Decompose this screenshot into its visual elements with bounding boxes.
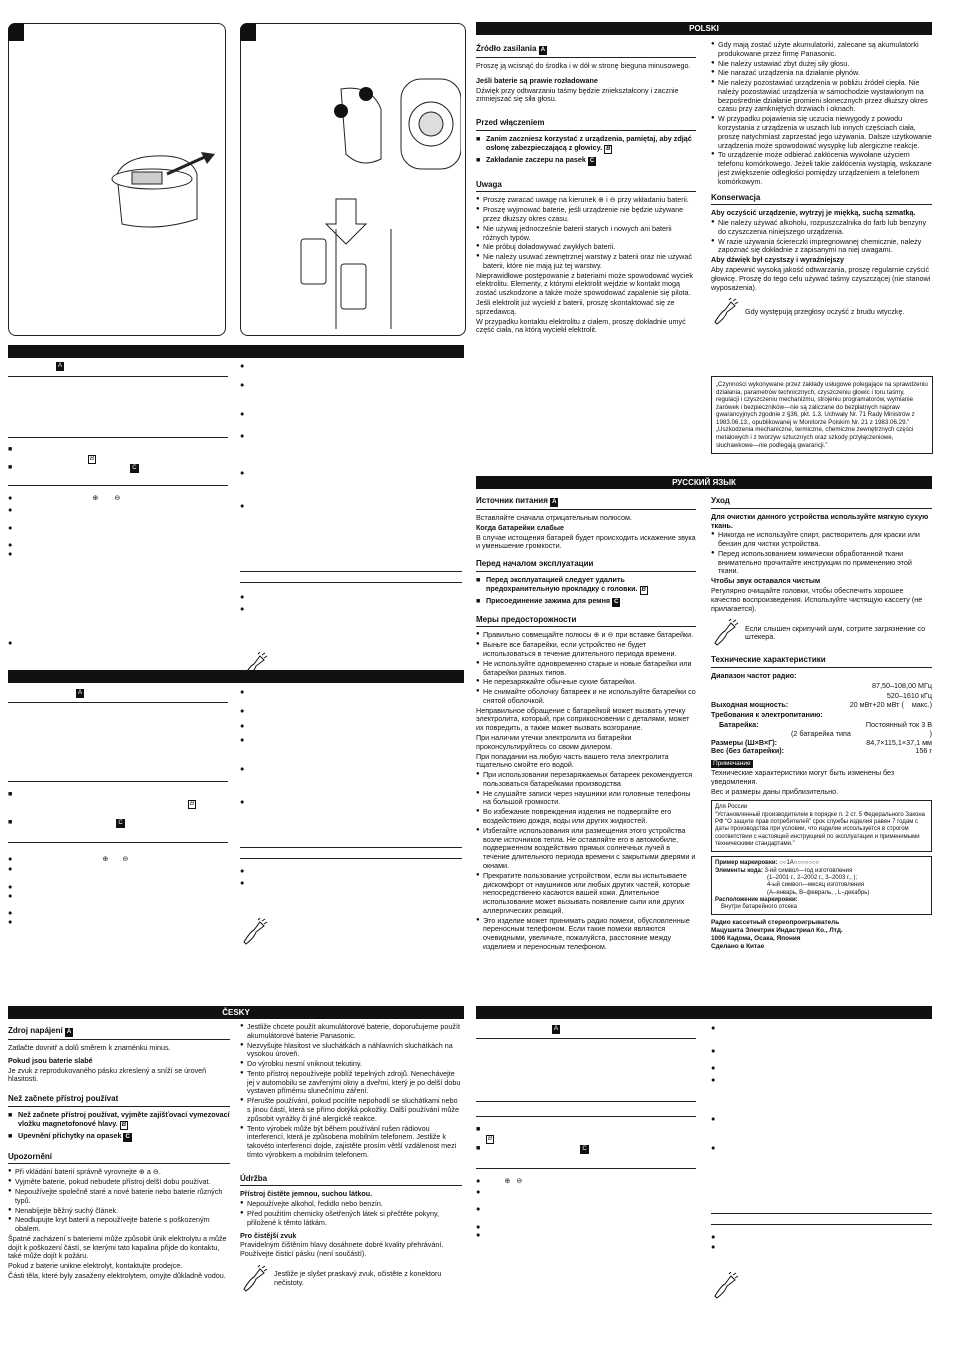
russian-header: РУССКИЙ ЯЗЫК	[476, 476, 932, 489]
letter-c-badge: C	[125, 1133, 130, 1140]
polski-caution-item: ● Nie należy usuwać zewnętrznej warstwy z baterii oraz nie używać baterii, które nie mają już tej warstwy.	[476, 253, 696, 271]
cesky-right-column	[240, 1022, 462, 1299]
polski-care-sub: Aby oczyścić urządzenie, wytrzyj je miękką, suchą szmatką.	[711, 208, 916, 218]
polski-caution-text: W przypadku kontaktu elektrolitu z ciałem, proszę dokładnie umyć część ciała, na którą wyciekł elektrolit.	[476, 316, 686, 335]
polski-low-battery-title: Jeśli baterie są prawie rozładowane	[476, 75, 598, 85]
spec-am: 520–1610 кГц	[886, 690, 932, 700]
polski-caution-title: Uwaga	[476, 180, 696, 193]
cesky-caution-text: Špatné zacházení s bateriemi může způsobit únik elektrolytu a může dojít k poškození částí, se kterými tato kapalina přijde do kontaktu, také může dojít k požáru.	[8, 1233, 227, 1261]
letter-b-badge: B	[190, 800, 195, 807]
cesky-plug-note-text: Jestliže je slyšet praskavý zvuk, očistěte z konektoru nečistoty.	[274, 1269, 442, 1287]
letter-b-badge: B	[488, 1135, 493, 1142]
section-header-bar	[8, 670, 464, 683]
letter-b-badge: B	[641, 586, 646, 593]
marking-example-label: Пример маркировки:	[715, 860, 778, 867]
cesky-before-item: ■ Upevnění příchytky na opasek C	[8, 1132, 230, 1142]
letter-b-badge: B	[121, 1121, 127, 1128]
letter-a-badge: A	[552, 499, 557, 505]
russian-law-box	[711, 800, 932, 852]
spec-range-label: Диапазон частот радио:	[711, 671, 797, 681]
cesky-caution-item: ● Nepoužívejte společně staré a nové baterie nebo baterie různých typů.	[8, 1188, 230, 1206]
polski-caution-item: ● Nie należy pozostawiać urządzenia w pobliżu źródeł ciepła. Nie należy pozostawiać urządzenia w samochodzie wystawionym na bezpośrednie działanie promieni słonecznych przez dłuższy okres czasu przy zamkniętych drzwiach i oknach.	[711, 79, 932, 114]
russian-power-title: Источник питания A	[476, 496, 696, 510]
cesky-low-battery-title: Pokud jsou baterie slabé	[8, 1055, 93, 1065]
russian-caution-item: ● Это изделие может принимать радио помехи, обусловленные переносным телефоном. Если такие помехи являются очевидными, увеличьте, пожалуйста, расстояние между изделием и переносным телефоном.	[476, 917, 696, 952]
polarity-marks: ● ⊕ ⊖	[8, 853, 129, 863]
plug-icon	[240, 1265, 268, 1293]
spec-weight-value: 156 г	[915, 746, 932, 756]
russian-law-line: “Установленный производителем в порядке п. 2 ст. 5 Федерального Закона РФ “О защите прав потребителей” срок службы изделия равен 7 годам с даты производства при условии, что изделие используется в строгом соответствии с настоящей инструкцией по эксплуатации и применимыми техническими стандартами.”	[715, 811, 925, 847]
polski-right-column	[711, 40, 932, 332]
polski-before-item: ■ Zakładanie zaczepu na pasek C	[476, 156, 696, 166]
letter-a-badge: A	[78, 690, 83, 696]
marking-element: 3-ий символ—год изготовления	[764, 867, 853, 874]
letter-c-badge: C	[614, 598, 619, 605]
russian-care-sub: Для очистки данного устройства используйте мягкую сухую ткань.	[711, 511, 929, 530]
letter-a-badge: A	[554, 1026, 559, 1032]
polski-caution-item: ● Nie narażać urządzenia na działanie płynów.	[711, 69, 932, 78]
polski-header: POLSKI	[476, 22, 932, 35]
russian-plug-note-text: Если слышен скрипучий шум, сотрите загрязнение со штекера.	[745, 623, 926, 642]
cesky-caution-title: Upozornění	[8, 1152, 230, 1165]
cesky-power-title: Zdroj napájení A	[8, 1026, 230, 1040]
maker-line: Радио кассетный стереопроигрыватель	[711, 919, 840, 927]
cesky-caution-item: ● Jestliže chcete použít akumulátorové baterie, doporučujeme použít akumulátorové baterie Panasonic.	[240, 1023, 462, 1041]
cesky-caution-item: ● Tento výrobek může být během používání rušen rádiovou interferencí, která je způsobena mobilním telefonem. Jestliže k takovéto interferenci dojde, zajistěte prosím větší vzdálenost mezi tímto výrobkem a mobilním telefonem.	[240, 1125, 462, 1160]
russian-before-title: Перед началом эксплуатации	[476, 559, 696, 572]
section-header-bar	[8, 345, 464, 358]
polski-caution-item: ● Nie używaj jednocześnie baterii starych i nowych ani baterii różnych typów.	[476, 225, 696, 243]
russian-caution-item: ● Выньте все батарейки, если устройство не будет использоваться в течение длительного периода времени.	[476, 641, 696, 659]
blank-section-2-right: ● ● ● ● ● ● ● ●	[240, 688, 462, 949]
polski-legal-text: „Uszkodzenia mechaniczne, termiczne, chemiczne zewnętrznych części metalowych i z tworzyw sztucznych oraz szkody przyłączeniowe, słuchawkowe—nie podlegają gwarancji.”	[716, 426, 914, 449]
russian-before-item: ■ Перед эксплуатацией следует удалить предохранительную прокладку с головки. B	[476, 576, 696, 595]
figure-corner-marker	[240, 23, 256, 41]
cesky-before-title: Než začnete přístroj používat	[8, 1094, 230, 1107]
letter-a-badge: A	[66, 1029, 72, 1035]
cesky-caution-item: ● Při vkládání baterií správně vyrovnejte ⊕ a ⊖.	[8, 1168, 230, 1177]
russian-maker-info	[711, 919, 932, 950]
russian-plug-note	[711, 619, 932, 647]
polski-before-item: ■ Zanim zaczniesz korzystać z urządzenia, pamiętaj, aby zdjąć osłonę zabezpieczającą z głowicy. B	[476, 135, 696, 154]
marking-location-label: Расположение маркировки:	[715, 896, 798, 903]
maker-line: 1006 Кадома, Осака, Япония	[711, 935, 801, 943]
marking-element: 4-ый символ—месяц изготовления	[767, 882, 864, 889]
russian-caution-item: ● Во избежание повреждения изделия не подвергайте его воздействию дождя, воды или других жидкостей.	[476, 808, 696, 826]
russian-caution-title: Меры предосторожности	[476, 615, 696, 628]
polski-caution-text: Nieprawidłowe postępowanie z bateriami może spowodować wyciek elektrolitu. Elementy, z którymi elektrolit wejdzie w kontakt mogą zostać uszkodzone a także może spowodować zapalenie się pilota.	[476, 270, 693, 298]
letter-c-badge: C	[118, 819, 123, 826]
cesky-caution-item: ● Neodlupujte kryt baterií a nepoužívejte baterie s poškozeným obalem.	[8, 1216, 230, 1234]
spec-output-value: 20 мВт+20 мВт (	[849, 700, 904, 710]
polski-plug-note	[711, 298, 932, 326]
polski-care-text: Aby zapewnić wysoką jakość odtwarzania, proszę regularnie czyścić głowicę. Proszę do tego celu używać taśmy czyszczącej (nie stanowi wyposażenia).	[711, 264, 931, 292]
polski-caution-text: Jeśli elektrolit już wyciekł z baterii, proszę skontaktować się ze sprzedawcą.	[476, 298, 675, 316]
cesky-plug-note	[240, 1265, 462, 1293]
battery-insert-illustration	[97, 144, 227, 234]
cesky-header: ČESKY	[8, 1006, 464, 1019]
blank-power-line	[476, 1024, 696, 1039]
cesky-care-text: Pravidelným čištěním hlavy dosáhnete dobré kvality přehrávání. Používejte čisticí pásku (není součástí).	[240, 1240, 444, 1259]
polski-caution-item: ● To urządzenie może odbierać zakłócenia wywołane użyciem telefonu komórkowego. Jeżeli takie zakłócenia wystąpią, wskazane jest zwiększenie odległości pomiędzy urządzeniem a telefonem komórkowym.	[711, 151, 932, 186]
polski-caution-item: ● Nie próbuj doładowywać zwykłych baterii.	[476, 243, 696, 252]
spec-note: Технические характеристики могут быть изменены без уведомления.	[711, 768, 895, 786]
russian-right-column	[711, 492, 932, 951]
russian-low-battery-text: В случае истощения батарей будет происходить искажение звука и уменьшение громкости.	[476, 532, 696, 551]
russian-power-text: Вставляйте сначала отрицательным полюсом.	[476, 513, 632, 522]
cesky-caution-text: Pokud z baterie unikne elektrolyt, kontaktujte prodejce.	[8, 1261, 183, 1271]
blank-power-line	[8, 362, 228, 377]
marking-element: (A–январь, B–февраль, , L–декабрь)	[767, 889, 870, 896]
cesky-left-column	[8, 1022, 230, 1282]
plug-icon	[240, 918, 268, 946]
polarity-marks: ● ⊕ ⊖	[8, 492, 121, 502]
blank-section-1-left: A ■ B ■ C ● ⊕ ⊖ ● ● ● ● ●	[8, 362, 228, 648]
russian-care-text: Регулярно очищайте головки, чтобы обеспечить хорошее качество воспроизведения. Используйте чистящую кассету (не прилагается).	[711, 586, 923, 613]
cesky-caution-item: ● Nezvyšujte hlasitost ve sluchátkách a náhlavních sluchátkách na vysokou úroveň.	[240, 1042, 462, 1060]
polski-caution-item: ● Nie należy ustawiać zbyt dużej siły głosu.	[711, 60, 932, 69]
spec-size-label: Размеры (Ш×В×Г):	[711, 737, 778, 747]
spec-note: Вес и размеры даны приблизительно.	[711, 786, 839, 796]
blank-power-line	[8, 688, 228, 703]
marking-example-value: ○○1A○○○○○○○	[779, 860, 820, 867]
figure-panel-a	[8, 23, 226, 336]
blank-section-3-left: A ■ B ■ C ● ⊕ ⊖ ● ● ● ●	[476, 1024, 696, 1240]
russian-caution-item: ● Избегайте использования или размещения этого устройства возле источников тепла. Не оставляйте его в автомобиле, подверженном воздействию прямых солнечных лучей в течение длительного периода времени с закрытыми дверями и окнами.	[476, 827, 696, 871]
spec-weight-row	[711, 747, 932, 756]
russian-caution-item: ● Правильно совмещайте полюсы ⊕ и ⊖ при вставке батарейки.	[476, 631, 696, 640]
letter-c-badge: C	[589, 157, 595, 164]
spec-req-label: Требования к электропитанию:	[711, 710, 823, 720]
marking-location-value: Внутри батарейного отсека	[721, 904, 797, 911]
maker-line: Сделано в Китае	[711, 942, 765, 950]
blank-section-3-right: ● ● ● ● ● ● ● ●	[711, 1024, 932, 1303]
russian-caution-item: ● Не слушайте записи через наушники или головные телефоны на большой громкости.	[476, 790, 696, 808]
spec-size-value: 84,7×115,1×37,1 мм	[866, 737, 932, 747]
russian-care-sub: Чтобы звук оставался чистым	[711, 576, 821, 586]
russian-caution-text: При попадании на любую часть вашего тела электролита тщательно смойте его водой.	[476, 751, 669, 770]
russian-low-battery-title: Когда батарейки слабые	[476, 522, 564, 532]
russian-marking-box	[711, 856, 932, 915]
cesky-caution-item: ● Přerušte používání, pokud pocítíte nepohodlí se sluchátkami nebo s jinou částí, která se přímo dotýká pokožky. Další používání může způsobit vyrážky či jiné alergické reakce.	[240, 1097, 462, 1123]
polski-low-battery-text: Dźwięk przy odtwarzaniu taśmy będzie zniekształcony i zacznie zmniejszać się siła głosu.	[476, 85, 679, 104]
marking-element: (1–2001 г., 2–2002 г., 3–2003 г., );	[767, 874, 858, 881]
letter-b-badge: B	[90, 455, 95, 462]
marking-elements-label: Элементы кода:	[715, 867, 763, 874]
spec-battery-value: Постоянный ток 3 В	[865, 720, 932, 729]
polski-plug-note-text: Gdy występują przegłosy oczyść z brudu wtyczkę.	[745, 306, 905, 316]
spec-fm: 87,50–108,00 МГц	[872, 680, 932, 690]
letter-c-badge: C	[582, 1145, 587, 1152]
letter-a-badge: A	[540, 47, 546, 53]
polski-care-item: ● Nie należy używać alkoholu, rozpuszczalnika do farb lub benzyny do czyszczenia niniejszego urządzenia.	[711, 219, 932, 237]
polski-caution-item: ● Gdy mają zostać użyte akumulatorki, zalecane są akumulatorki produkowane przez firmę Panasonic.	[711, 41, 932, 59]
polski-power-text: Proszę ją wcisnąć do środka i w dół w stronę bieguna minusowego.	[476, 61, 691, 70]
russian-caution-item: ● Прекратите пользование устройством, если вы испытываете дискомфорт от наушников или любых других частей, которые непосредственно касаются вашей кожи. Длительное использование может вызывать появление сыпи или других аллергических реакций.	[476, 872, 696, 916]
polski-caution-item: ● Proszę wyjmować baterie, jeśli urządzenie nie będzie używane przez dłuższy okres czasu.	[476, 206, 696, 224]
polski-left-column	[476, 40, 696, 336]
spec-weight-label: Вес (без батарейки):	[711, 746, 785, 756]
cesky-caution-item: ● Tento přístroj nepoužívejte poblíž tepelných zdrojů. Nenechávejte jej v automobilu se zavřenými okny a dveřmi, který je po delší dobu vystaven přímému slunečnímu záření.	[240, 1070, 462, 1096]
letter-b-badge: B	[606, 145, 611, 152]
russian-caution-text: При наличии утечки электролита из батарейки проконсультируйтесь со своим дилером.	[476, 733, 632, 751]
polski-caution-item: ● Proszę zwracać uwagę na kierunek ⊕ i ⊖ przy wkładaniu baterii.	[476, 196, 696, 205]
polski-caution-item: ● W przypadku pojawienia się uczucia niewygody z powodu korzystania z urządzenia w uszach lub innych częściach ciała, proszę natychmiast zaprzestać jego używania. Dalsze użytkowanie urządzenia może spowodować wysypkę lub alergiczne reakcje.	[711, 115, 932, 150]
spec-note-tag: Примечание	[713, 760, 751, 768]
polarity-marks: ● ⊕ ⊖	[476, 1175, 523, 1185]
section-header-bar	[476, 1006, 932, 1019]
russian-care-title: Уход	[711, 496, 932, 509]
figure-panel-bc	[240, 23, 466, 336]
russian-care-item: ● Никогда не используйте спирт, растворитель для краски или бензин для чистки устройства.	[711, 531, 932, 549]
russian-before-item: ■ Присоединение зажима для ремня C	[476, 597, 696, 607]
spec-output-row	[711, 701, 932, 710]
plug-icon	[711, 1272, 739, 1300]
cesky-before-item: ■ Než začnete přístroj používat, vyjměte zajišťovací vymezovací vložku magnetofonové hlavy. B	[8, 1111, 230, 1130]
cesky-care-sub: Přístroj čistěte jemnou, suchou látkou.	[240, 1189, 373, 1199]
cesky-caution-text: Části těla, které byly zasaženy elektrolytem, omyjte důkladně vodou.	[8, 1271, 226, 1280]
polski-power-title: Źródło zasilania A	[476, 44, 696, 58]
letter-c-badge: C	[132, 464, 137, 471]
russian-caution-item: ● Не снимайте оболочку батареек и не используйте батарейки со снятой оболочкой.	[476, 688, 696, 706]
polski-before-title: Przed włączeniem	[476, 118, 696, 131]
russian-law-line: Для России	[715, 804, 748, 811]
russian-specs-title: Технические характеристики	[711, 655, 932, 668]
cesky-care-item: ● Nepoužívejte alkohol, ředidlo nebo benzín.	[240, 1200, 462, 1209]
russian-care-item: ● Перед использованием химически обработанной ткани внимательно прочитайте инструкции по применению этой ткани.	[711, 550, 932, 576]
russian-caution-text: Неправильное обращение с батарейкой может вызвать утечку электролита, который, при соприкосновении с деталями, может их повредить, а также может вызвать возгорание.	[476, 705, 690, 733]
cesky-caution-item: ● Nenabíjejte běžný suchý článek.	[8, 1207, 230, 1216]
cesky-care-item: ● Před použitím chemicky ošetřených látek si přečtěte pokyny, přiložené k těmto látkám.	[240, 1210, 462, 1228]
russian-caution-item: ● Не перезаряжайте обычные сухие батарейки.	[476, 678, 696, 687]
cesky-care-title: Údržba	[240, 1174, 462, 1187]
plug-icon	[711, 298, 739, 326]
cesky-power-text: Zatlačte dovnitř a dolů směrem k znaménku minus.	[8, 1043, 171, 1052]
polski-legal-text: „Czynności wykonywane przez zakłady usługowe polegające na sprawdzeniu działania, parametrów technicznych, czyszczeniu głowic i toru taśmy, regulacji i czyszczeniu mechanizmu, strojeniu programatorów, wymianie żarówek i bezpieczników—nie są zaliczane do bezpłatnych napraw gwarancyjnych zgodnie z §36, pkt. 1.3. Uchwały Nr. 71 Rady Ministrów z 1983.06.13., opublikowanej w Monitorze Polskim Nr. 21 z 1983.06.29.”	[716, 381, 928, 426]
polski-care-title: Konserwacja	[711, 193, 932, 206]
blank-section-1-right: ● ● ● ● ● ● ● ●	[240, 362, 462, 683]
blank-section-2-left: A ■ B ■ C ● ⊕ ⊖ ● ● ● ● ●	[8, 688, 228, 927]
letter-a-badge: A	[58, 363, 63, 369]
cesky-caution-item: ● Vyjměte baterie, pokud nebudete přístroj delší dobu používat.	[8, 1178, 230, 1187]
spec-battery-label: Батарейка:	[719, 720, 759, 729]
russian-caution-item: ● При использовании перезаряжаемых батареек рекомендуется пользоваться батарейками производства	[476, 771, 696, 789]
spec-output-label: Выходная мощность:	[711, 700, 789, 710]
russian-caution-item: ● Не используйте одновременно старые и новые батарейки или батарейки разных типов.	[476, 660, 696, 678]
polski-legal-box	[711, 376, 933, 454]
figure-corner-marker	[8, 23, 24, 41]
polski-care-sub: Aby dźwięk był czystszy i wyraźniejszy	[711, 255, 845, 265]
russian-left-column	[476, 492, 696, 953]
headphone-clip-illustration	[241, 49, 461, 329]
maker-line: Мацушита Электрик Индастриал Ко., Лтд.	[711, 927, 843, 935]
spec-battery-type: (2 батарейка типа	[791, 728, 851, 738]
polski-care-item: ● W razie używania ściereczki impregnowanej chemicznie, należy zapoznać się dokładnie z zapisanymi na niej uwagami.	[711, 238, 932, 256]
cesky-care-sub: Pro čistější zvuk	[240, 1230, 297, 1240]
cesky-caution-item: ● Do výrobku nesmí vniknout tekutiny.	[240, 1060, 462, 1069]
spec-output-tail: макс.)	[911, 700, 932, 710]
plug-icon	[711, 619, 739, 647]
spec-battery-close: )	[929, 728, 932, 738]
cesky-low-battery-text: Je zvuk z reprodukovaného pásku zkreslený a sníží se úroveň hlasitosti.	[8, 1065, 207, 1084]
